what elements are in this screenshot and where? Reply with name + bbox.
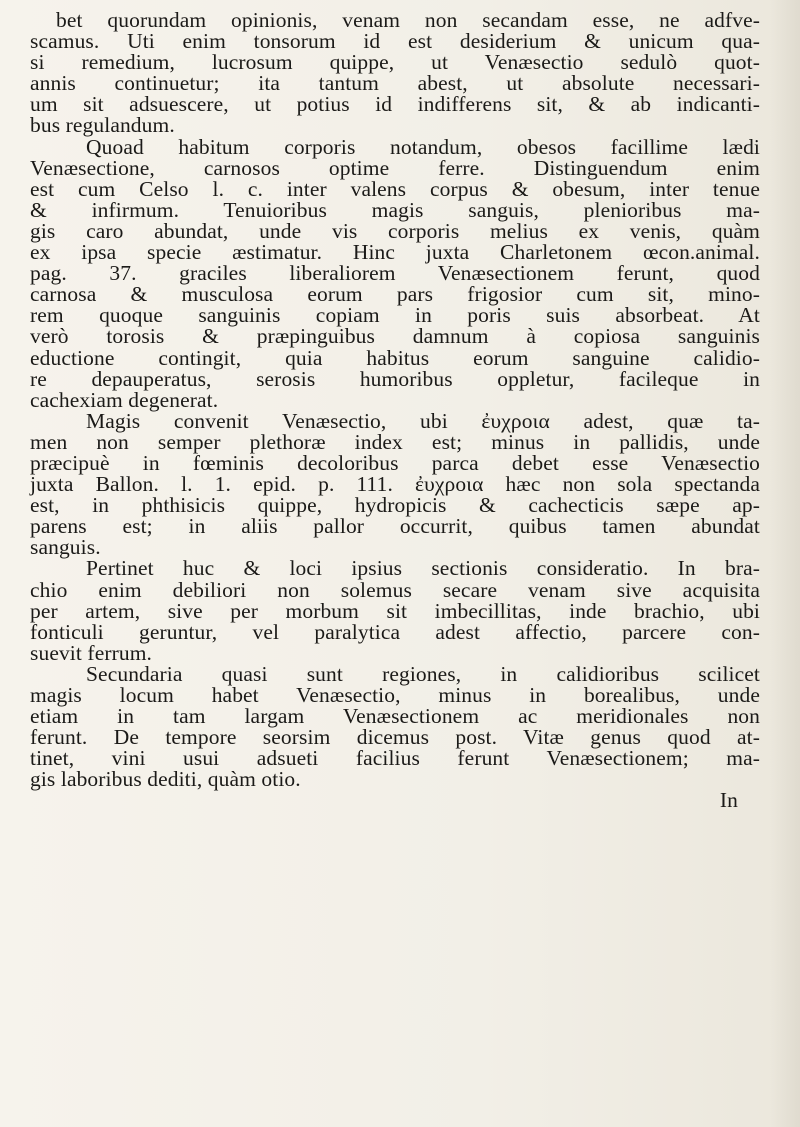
text-line: annis continuetur; ita tantum abest, ut absolute necessari- (30, 71, 760, 96)
text-line: rem quoque sanguinis copiam in poris suis absorbeat. At (30, 303, 760, 328)
text-line: eductione contingit, quia habitus eorum sanguine calidio- (30, 345, 760, 370)
text-line: juxta Ballon. l. 1. epid. p. 111. ἐυχροια hæc non sola spectanda (30, 472, 760, 497)
text-line: ex ipsa specie æstimatur. Hinc juxta Charletonem œcon.animal. (30, 240, 760, 265)
text-line: etiam in tam largam Venæsectionem ac meridionales non (30, 704, 760, 729)
text-line: magis locum habet Venæsectio, minus in borealibus, unde (30, 683, 760, 707)
page-edge-shadow (770, 0, 800, 1127)
text-line: bus regulandum. (30, 113, 175, 138)
text-line: um sit adsuescere, ut potius id indifferens sit, & ab indicanti- (30, 92, 760, 117)
text-line: parens est; in aliis pallor occurrit, quibus tamen abundat (30, 514, 760, 539)
text-line: si remedium, lucrosum quippe, ut Venæsectio sedulò quot- (30, 50, 760, 75)
text-line: Magis convenit Venæsectio, ubi ἐυχροια adest, quæ ta- (86, 408, 760, 433)
catchword: In (719, 788, 738, 813)
text-line: pag. 37. graciles liberaliorem Venæsectionem ferunt, quod (30, 261, 760, 286)
text-line: scamus. Uti enim tonsorum id est desiderium & unicum qua- (30, 29, 760, 54)
text-line: est cum Celso l. c. inter valens corpus & obesum, inter tenue (30, 176, 760, 201)
text-line: verò torosis & præpinguibus damnum à copiosa sanguinis (30, 324, 760, 349)
text-line: gis caro abundat, unde vis corporis melius ex venis, quàm (30, 218, 760, 243)
text-line: fonticuli geruntur, vel paralytica adest affectio, parcere con- (30, 619, 760, 644)
text-line: chio enim debiliori non solemus secare venam sive acquisita (30, 577, 760, 602)
text-line: ferunt. De tempore seorsim dicemus post. Vitæ genus quod at- (30, 725, 760, 750)
text-line: Secundaria quasi sunt regiones, in calidioribus scilicet (86, 661, 760, 686)
text-line: per artem, sive per morbum sit imbecillitas, inde brachio, ubi (30, 598, 760, 623)
text-line: est, in phthisicis quippe, hydropicis & cachecticis sæpe ap- (30, 493, 760, 518)
text-line: Venæsectione, carnosos optime ferre. Distinguendum enim (30, 155, 760, 180)
text-line: Pertinet huc & loci ipsius sectionis consideratio. In bra- (86, 556, 760, 581)
text-line: suevit ferrum. (30, 640, 153, 665)
text-line: carnosa & musculosa eorum pars frigosior cum sit, mino- (30, 282, 760, 307)
text-line: men non semper plethoræ index est; minus in pallidis, unde (30, 429, 760, 454)
text-line: sanguis. (30, 535, 101, 560)
text-line: bet quorundam opinionis, venam non secandam esse, ne adfve- (56, 8, 760, 32)
body-text (30, 10, 760, 790)
text-line: præcipuè in fœminis decoloribus parca debet esse Venæsectio (30, 450, 760, 475)
text-line: gis laboribus dediti, quàm otio. (30, 767, 301, 792)
text-line: cachexiam degenerat. (30, 387, 219, 412)
text-line: tinet, vini usui adsueti facilius ferunt Venæsectionem; ma- (30, 746, 760, 771)
text-line: & infirmum. Tenuioribus magis sanguis, plenioribus ma- (30, 197, 760, 222)
text-line: Quoad habitum corporis notandum, obesos facillime lædi (86, 134, 760, 159)
text-line: re depauperatus, serosis humoribus oppletur, facileque in (30, 366, 760, 391)
